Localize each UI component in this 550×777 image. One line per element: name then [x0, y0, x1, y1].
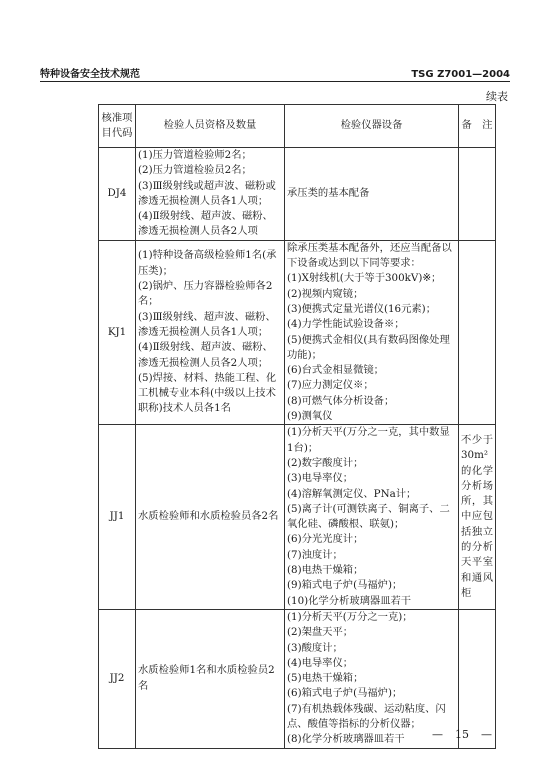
list-item: (8)电热干燥箱； — [287, 564, 364, 577]
list-item: (1)特种设备高级检验师1名(承压类)； — [138, 249, 277, 277]
table-row — [99, 240, 496, 425]
row-code: DJ4 — [99, 148, 136, 241]
list-item: (4)Ⅱ级射线、超声波、磁粉、渗透无损检测人员各2人项； — [138, 341, 273, 369]
row-personnel — [136, 240, 285, 425]
list-item: (5)便携式金相仪(具有数码图像处理功能)； — [287, 333, 450, 361]
header-title: 特种设备安全技术规范 — [40, 69, 140, 80]
row-code: JJ2 — [99, 609, 136, 748]
inspection-requirements-table — [98, 104, 496, 749]
row-equipment — [285, 240, 459, 425]
list-item: (6)箱式电子炉(马福炉)； — [287, 687, 403, 700]
list-item: (7)有机热载体残碳、运动粘度、闪点、酸值等指标的分析仪器； — [287, 702, 446, 730]
list-item: (3)Ⅲ级射线或超声波、磁粉或渗透无损检测人员各1人项； — [138, 179, 276, 207]
page-footer — [426, 728, 498, 741]
table-row — [99, 425, 496, 610]
header-note: 备 注 — [459, 105, 496, 148]
row-note: 不少于30m² 的化学分析场所，其中应包括独立的分析天平室和通风柜 — [459, 425, 496, 610]
row-equipment — [285, 425, 459, 610]
row-personnel — [136, 609, 285, 748]
list-item: (4)电导率仪； — [287, 656, 354, 669]
list-item: (2)压力管道检验员2名； — [138, 164, 252, 177]
list-item: 水质检验师1名和水质检验员2名 — [138, 664, 275, 692]
list-item: (6)台式金相显微镜； — [287, 364, 384, 377]
list-item: (3)Ⅲ级射线、超声波、磁粉、渗透无损检测人员各1人项； — [138, 310, 276, 338]
row-equipment — [285, 148, 459, 241]
list-item: (3)便携式定量光谱仪(16元素)； — [287, 302, 436, 315]
page-number: 15 — [455, 728, 469, 741]
row-personnel — [136, 148, 285, 241]
header-standard-code: TSG Z7001—2004 — [411, 69, 510, 80]
header-equipment: 检验仪器设备 — [285, 105, 459, 148]
list-item: (4)Ⅱ级射线、超声波、磁粉、渗透无损检测人员各2人项 — [138, 210, 273, 238]
list-item: 除承压类基本配备外，还应当配备以下设备或达到以下同等要求： — [287, 241, 452, 270]
list-item: (1)压力管道检验师2名； — [138, 149, 252, 161]
list-item: (7)应力测定仪※； — [287, 379, 374, 392]
row-code: JJ1 — [99, 425, 136, 610]
list-item: (8)可燃气体分析设备； — [287, 394, 395, 407]
list-item: (7)浊度计； — [287, 548, 343, 561]
row-note — [459, 240, 496, 425]
row-note — [459, 148, 496, 241]
table-header-row — [99, 105, 496, 148]
list-item: (1)X射线机(大于等于300kV)※； — [287, 272, 442, 285]
list-item: (3)酸度计； — [287, 641, 343, 654]
list-item: (8)化学分析玻璃器皿若干 — [287, 733, 405, 746]
footer-dash: — — [432, 728, 443, 741]
list-item: (2)视频内窥镜； — [287, 287, 364, 300]
list-item: (2)锅炉、压力容器检验师各2名； — [138, 280, 273, 308]
list-item: (5)焊接、材料、热能工程、化工机械专业本科(中级以上技术职称)技术人员各1名 — [138, 371, 277, 415]
list-item: (2)数字酸度计； — [287, 456, 364, 469]
footer-dash: — — [481, 728, 492, 741]
list-item: (9)箱式电子炉(马福炉)； — [287, 579, 403, 592]
list-item: 水质检验师和水质检验员各2名 — [138, 510, 279, 523]
list-item: (6)分光光度计； — [287, 533, 364, 546]
table-row — [99, 148, 496, 241]
list-item: (1)分析天平(万分之一克，其中数显1台)； — [287, 426, 450, 454]
list-item: (10)化学分析玻璃器皿若干 — [287, 594, 412, 607]
header-code: 核准项目代码 — [99, 105, 136, 148]
list-item: (9)测氧仪 — [287, 410, 333, 423]
list-item: (1)分析天平(万分之一克)； — [287, 610, 413, 623]
list-item: (4)力学性能试验设备※； — [287, 318, 405, 331]
list-item: (5)离子计(可测铁离子、铜离子、二氧化硅、磷酸根、联氨)； — [287, 502, 450, 531]
list-item: (2)架盘天平； — [287, 626, 354, 639]
list-item: 承压类的基本配备 — [287, 187, 370, 200]
continued-label: 续表 — [486, 90, 508, 103]
header-rule — [40, 81, 510, 82]
list-item: (4)溶解氧测定仪、PNa计； — [287, 487, 417, 500]
header-personnel: 检验人员资格及数量 — [136, 105, 285, 148]
row-personnel — [136, 425, 285, 610]
running-header — [40, 60, 510, 80]
row-code: KJ1 — [99, 240, 136, 425]
list-item: (3)电导率仪； — [287, 472, 354, 485]
list-item: (5)电热干燥箱； — [287, 672, 364, 685]
